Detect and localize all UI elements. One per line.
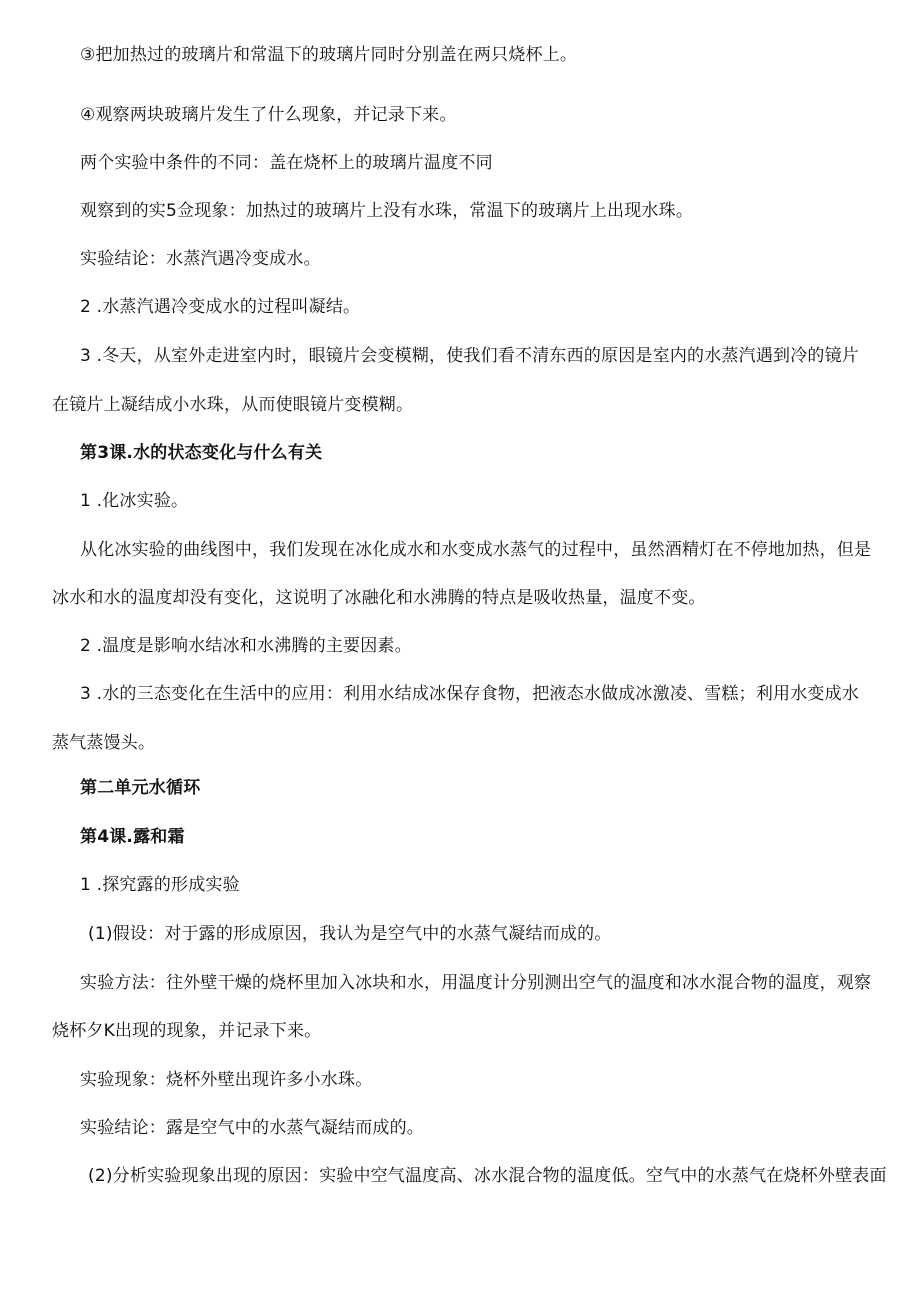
text-line: 2 .温度是影响水结冰和水沸腾的主要因素。 [80, 636, 412, 656]
text-line: 在镜片上凝结成小水珠，从而使眼镜片变模糊。 [52, 395, 414, 415]
lesson-heading: 第4课.露和霜 [80, 827, 185, 847]
text-line: 实验方法：往外壁干燥的烧杯里加入冰块和水，用温度计分别测出空气的温度和冰水混合物的温度，观察 [80, 973, 872, 993]
lesson-heading: 第3课.水的状态变化与什么有关 [80, 443, 323, 463]
text-line: 冰水和水的温度却没有变化，这说明了冰融化和水沸腾的特点是吸收热量，温度不变。 [52, 588, 706, 608]
text-line: (1)假设：对于露的形成原因，我认为是空气中的水蒸气凝结而成的。 [88, 924, 612, 944]
text-line: ④观察两块玻璃片发生了什么现象，并记录下来。 [80, 105, 457, 125]
text-line: 蒸气蒸馒头。 [52, 733, 156, 753]
text-line: 2 .水蒸汽遇冷变成水的过程叫凝结。 [80, 297, 361, 317]
text-line: 烧杯夕K出现的现象，并记录下来。 [52, 1021, 322, 1041]
text-line: 两个实验中条件的不同：盖在烧杯上的玻璃片温度不同 [80, 153, 493, 173]
text-line: 观察到的实5佥现象：加热过的玻璃片上没有水珠，常温下的玻璃片上出现水珠。 [80, 201, 694, 221]
text-line: 3 .冬天，从室外走进室内时，眼镜片会变模糊，使我们看不清东西的原因是室内的水蒸汽遇到冷的镜片 [80, 346, 860, 366]
text-line: 实验结论：露是空气中的水蒸气凝结而成的。 [80, 1118, 424, 1138]
unit-heading: 第二单元水循环 [80, 778, 201, 798]
text-line: ③把加热过的玻璃片和常温下的玻璃片同时分别盖在两只烧杯上。 [80, 45, 578, 65]
text-line: 3 .水的三态变化在生活中的应用：利用水结成冰保存食物，把液态水做成冰激凌、雪糕；利用水变成水 [80, 684, 860, 704]
text-line: 1 .探究露的形成实验 [80, 875, 240, 895]
text-line: 实验现象：烧杯外壁出现许多小水珠。 [80, 1070, 373, 1090]
text-line: 1 .化冰实验。 [80, 491, 189, 511]
text-line: 实验结论：水蒸汽遇冷变成水。 [80, 249, 321, 269]
text-line: (2)分析实验现象出现的原因：实验中空气温度高、冰水混合物的温度低。空气中的水蒸气在烧杯外壁表面 [88, 1166, 887, 1186]
text-line: 从化冰实验的曲线图中，我们发现在冰化成水和水变成水蒸气的过程中，虽然酒精灯在不停地加热，但是 [80, 540, 872, 560]
